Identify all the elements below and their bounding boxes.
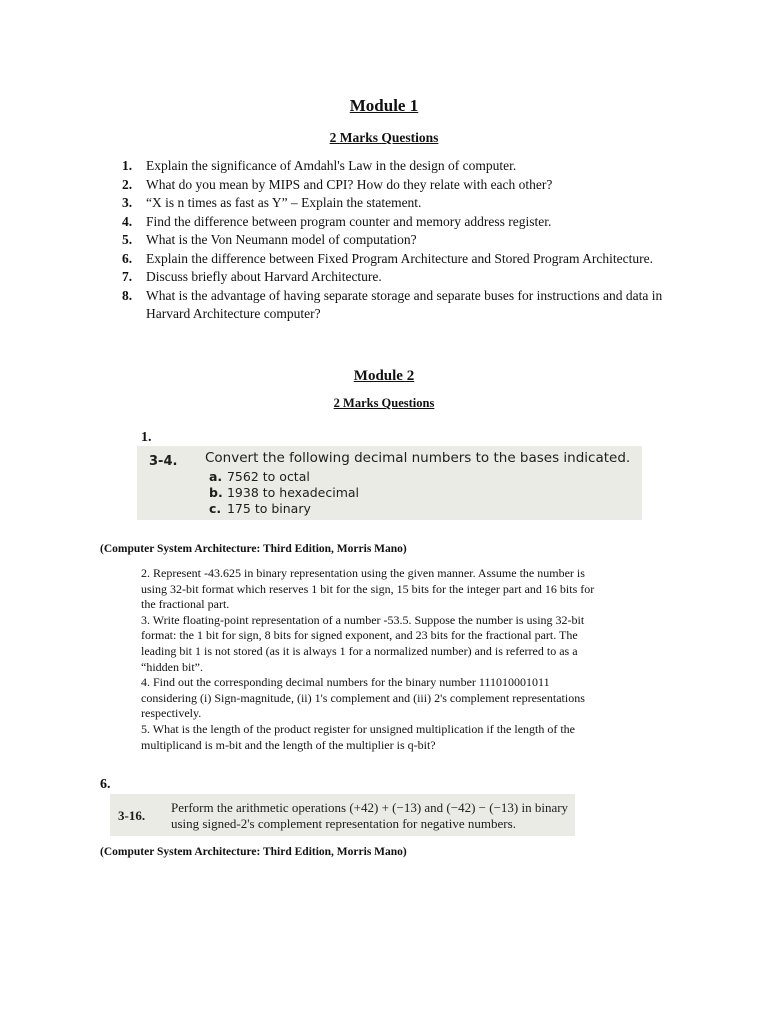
question-text: What do you mean by MIPS and CPI? How do they relate with each other? [146, 176, 553, 192]
module-1-question [122, 213, 682, 232]
question-3: 3. Write floating-point representation of a number -53.5. Suppose the number is using 32-bit format: the 1 bit for sign, 8 bits for signed exponent, and 23 bits for the fractional part. The leading bit 1 is not stored (as it is always 1 for a normalized number) and is referred to as a “hidden bit”. [141, 612, 585, 674]
question-text: Explain the significance of Amdahl's Law in the design of computer. [146, 158, 517, 173]
module-1-question [122, 176, 682, 195]
question-text: Find the difference between program counter and memory address register. [146, 213, 552, 229]
question-2: 2. Represent -43.625 in binary representation using the given manner. Assume the number is using 32-bit format which reserves 1 bit for the sign, 15 bits for the integer part and 16 bits for the fractional part. [141, 566, 595, 612]
question-number: 5. [122, 232, 133, 247]
question-text: Discuss briefly about Harvard Architecture. [146, 269, 382, 284]
question-6-label: 6. [100, 777, 111, 792]
module-2-questions [141, 566, 596, 753]
scanned-question-3-4 [137, 446, 642, 520]
scan-question-prompt: Perform the arithmetic operations (+42) + (−13) and (−42) − (−13) in binary using signed-2's complement representation for negative numbers. [171, 800, 569, 831]
question-4: 4. Find out the corresponding decimal numbers for the binary number 111010001011 considering (i) Sign-magnitude, (ii) 1's complement and (iii) 2's complement representations respectively. [141, 675, 585, 721]
question-text: “X is n times as fast as Y” – Explain the statement. [146, 195, 422, 210]
option-b: b. 1938 to hexadecimal [209, 485, 360, 500]
module-1-question [122, 231, 682, 250]
question-number: 4. [122, 213, 133, 229]
question-number: 3. [122, 195, 133, 210]
question-number: 7. [122, 269, 133, 284]
module-1-title: Module 1 [349, 96, 419, 115]
question-number: 1. [122, 158, 133, 173]
question-5: 5. What is the length of the product register for unsigned multiplication if the length of the multiplicand is m-bit and the length of the multiplier is q-bit? [141, 721, 576, 752]
module-1-subtitle: 2 Marks Questions [329, 130, 439, 145]
question-number: 6. [122, 250, 133, 266]
scan-question-prompt: Convert the following decimal numbers to the bases indicated. [205, 450, 631, 466]
question-text: What is the Von Neumann model of computation? [146, 232, 417, 247]
module-1-question [122, 157, 682, 176]
module-1-question [122, 250, 682, 269]
module-1-question-list [122, 157, 682, 324]
question-number: 8. [122, 287, 133, 303]
option-c: c. 175 to binary [209, 501, 311, 516]
module-1-question [122, 194, 682, 213]
scan-question-code: 3-16. [118, 808, 146, 823]
module-2-title: Module 2 [353, 368, 415, 384]
module-2-subtitle: 2 Marks Questions [333, 396, 435, 410]
question-text: What is the advantage of having separate storage and separate buses for instructions and data in Harvard Architecture computer? [146, 287, 663, 321]
reference-citation: (Computer System Architecture: Third Edition, Morris Mano) [100, 543, 407, 555]
reference-citation-2: (Computer System Architecture: Third Edition, Morris Mano) [100, 846, 407, 858]
question-text: Explain the difference between Fixed Program Architecture and Stored Program Architecture. [146, 250, 653, 266]
module-1-question [122, 268, 682, 287]
scanned-question-3-16 [110, 794, 575, 836]
question-number: 2. [122, 176, 133, 192]
scan-question-code: 3-4. [149, 454, 178, 469]
question-1-label: 1. [141, 430, 152, 445]
module-1-question [122, 287, 682, 324]
option-a: a. 7562 to octal [209, 469, 310, 484]
